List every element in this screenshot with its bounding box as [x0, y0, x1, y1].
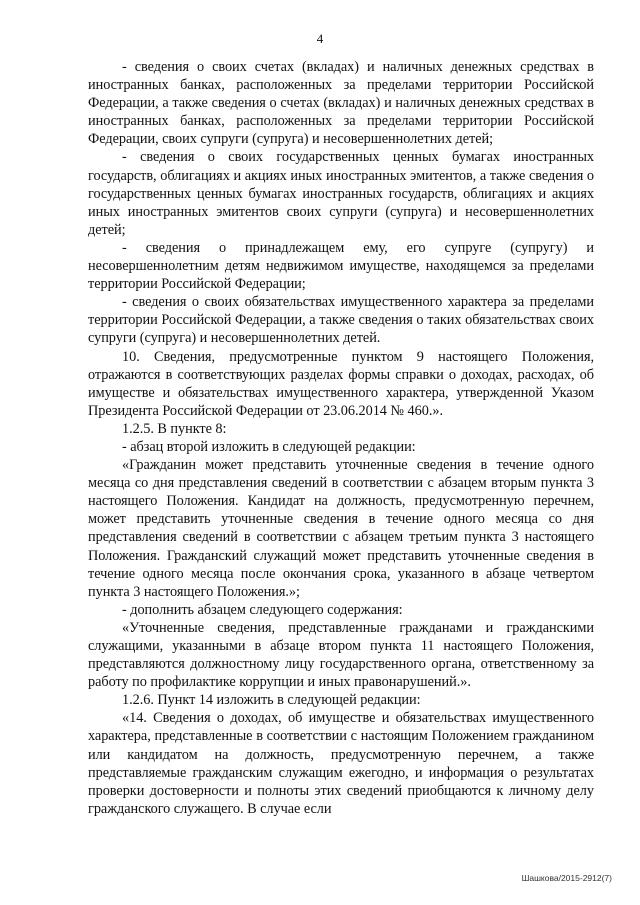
paragraph-abzac-second: - абзац второй изложить в следующей редакции: — [122, 438, 416, 455]
paragraph-foreign-securities: - сведения о своих государственных ценных бумагах иностранных государств, облигациях и акциях иных иностранных эмитентов, а также сведения о государственных ценных бумагах иностранных государств, облигациях и акциях иных иностранных эмитентов своих супруги (супруга) и несовершеннолетних детей; — [88, 149, 594, 238]
document-body — [88, 58, 594, 818]
paragraph-foreign-real-estate: - сведения о принадлежащем ему, его супруге (супругу) и несовершеннолетним детям недвижимом имуществе, находящемся за пределами территории Российской Федерации; — [88, 239, 594, 293]
paragraph-clarified-info: «Уточненные сведения, представленные гражданами и гражданскими служащими, указанными в абзаце втором пункта 11 настоящего Положения, представляются должностному лицу государственного органа, ответственному за работу по профилактике коррупции и иных правонарушений.». — [88, 619, 594, 691]
paragraph-1-2-6-heading: 1.2.6. Пункт 14 изложить в следующей редакции: — [122, 692, 421, 709]
paragraph-foreign-obligations: - сведения о своих обязательствах имущественного характера за пределами территории Российской Федерации, а также сведения о таких обязательствах своих супруги (супруга) и несовершеннолетних детей. — [88, 294, 594, 347]
document-code: Шашкова/2015-2912(7) — [521, 873, 612, 883]
page-number: 4 — [316, 31, 324, 46]
paragraph-item-10: 10. Сведения, предусмотренные пунктом 9 настоящего Положения, отражаются в соответствующих разделах формы справки о доходах, расходах, об имуществе и обязательствах имущественного характера, утвержденной Указом Президента Российской Федерации от 23.06.2014 № 460.». — [88, 348, 594, 419]
paragraph-citizen-clarification: «Гражданин может представить уточненные сведения в течение одного месяца со дня представления сведений в соответствии с абзацем вторым пункта 3 настоящего Положения. Кандидат на должность, предусмотренную перечнем, может представить уточненные сведения в течение одного месяца со дня представления сведений в соответствии с абзацем третьим пункта 3 настоящего Положения. Гражданский служащий может представить уточненные сведения в течение одного месяца после окончания срока, указанного в абзаце четвертом пункта 3 настоящего Положения.»; — [88, 457, 594, 600]
paragraph-1-2-5-heading: 1.2.5. В пункте 8: — [122, 420, 227, 437]
paragraph-supplement: - дополнить абзацем следующего содержания: — [122, 601, 403, 618]
paragraph-item-14: «14. Сведения о доходах, об имуществе и обязательствах имущественного характера, представленные в соответствии с настоящим Положением гражданином или кандидатом на должность, предусмотренную перечнем, а также представляемые гражданским служащим ежегодно, и информация о результатах проверки достоверности и полноты этих сведений приобщаются к личному делу гражданского служащего. В случае если — [88, 710, 594, 817]
paragraph-foreign-accounts: - сведения о своих счетах (вкладах) и наличных денежных средствах в иностранных банках, расположенных за пределами территории Российской Федерации, а также сведения о счетах (вкладах) и наличных денежных средствах в иностранных банках, расположенных за пределами территории Российской Федерации, своих супруги (супруга) и несовершеннолетних детей; — [88, 59, 594, 148]
